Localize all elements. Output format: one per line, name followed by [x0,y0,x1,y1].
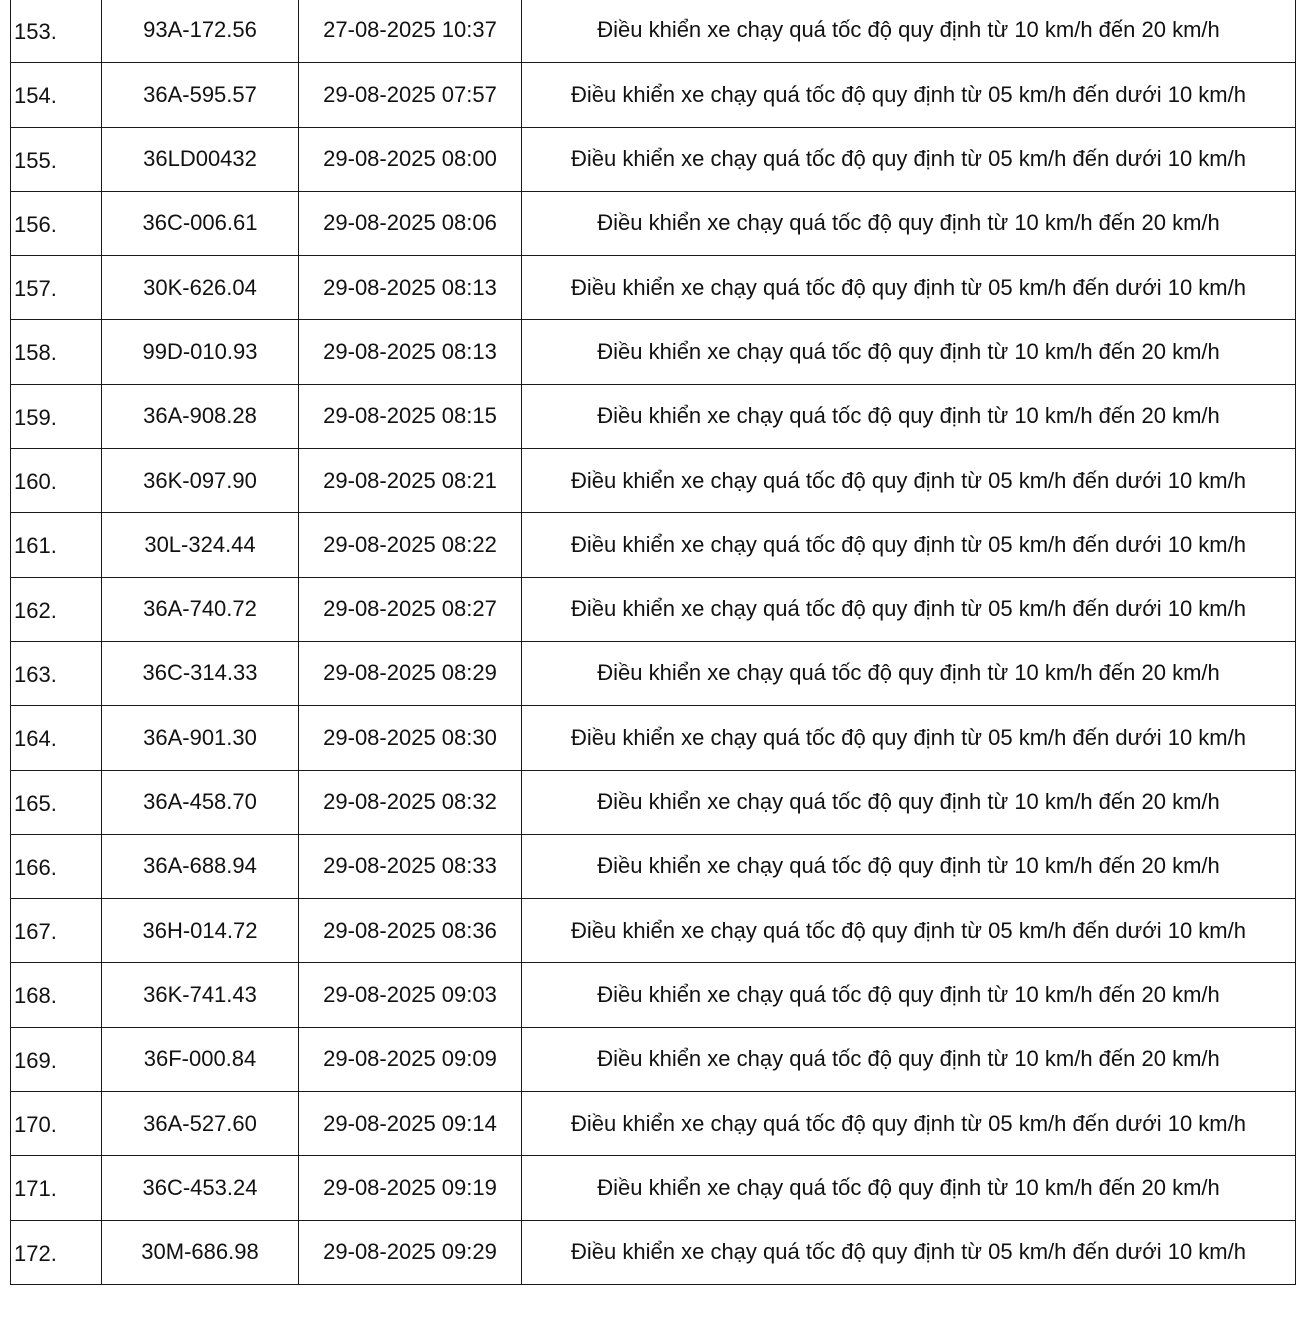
table-row [11,1156,1296,1220]
table-row [11,384,1296,448]
table-row [11,899,1296,963]
license-plate: 36A-688.94 [102,834,299,898]
license-plate: 93A-172.56 [102,0,299,63]
violation-description: Điều khiển xe chạy quá tốc độ quy định từ 10 km/h đến 20 km/h [522,770,1296,834]
row-number: 162. [11,577,102,641]
violation-description: Điều khiển xe chạy quá tốc độ quy định từ 05 km/h đến dưới 10 km/h [522,706,1296,770]
license-plate: 36C-314.33 [102,641,299,705]
violation-time: 29-08-2025 08:32 [299,770,522,834]
violation-description: Điều khiển xe chạy quá tốc độ quy định từ 05 km/h đến dưới 10 km/h [522,1092,1296,1156]
row-number: 156. [11,191,102,255]
license-plate: 30M-686.98 [102,1220,299,1284]
violation-description: Điều khiển xe chạy quá tốc độ quy định từ 05 km/h đến dưới 10 km/h [522,449,1296,513]
row-number: 170. [11,1092,102,1156]
violation-description: Điều khiển xe chạy quá tốc độ quy định từ 05 km/h đến dưới 10 km/h [522,127,1296,191]
license-plate: 36A-740.72 [102,577,299,641]
violations-table [10,0,1296,1285]
license-plate: 30K-626.04 [102,256,299,320]
table-row [11,963,1296,1027]
row-number: 153. [11,0,102,63]
table-row [11,770,1296,834]
violations-table-body [11,0,1296,1284]
license-plate: 36K-741.43 [102,963,299,1027]
violation-time: 29-08-2025 08:13 [299,320,522,384]
violation-time: 29-08-2025 09:14 [299,1092,522,1156]
row-number: 154. [11,63,102,127]
license-plate: 36C-453.24 [102,1156,299,1220]
license-plate: 36A-901.30 [102,706,299,770]
violation-time: 29-08-2025 08:27 [299,577,522,641]
violation-description: Điều khiển xe chạy quá tốc độ quy định từ 05 km/h đến dưới 10 km/h [522,63,1296,127]
violation-description: Điều khiển xe chạy quá tốc độ quy định từ 10 km/h đến 20 km/h [522,1027,1296,1091]
table-row [11,577,1296,641]
violation-description: Điều khiển xe chạy quá tốc độ quy định từ 10 km/h đến 20 km/h [522,0,1296,63]
violation-time: 29-08-2025 09:09 [299,1027,522,1091]
violation-description: Điều khiển xe chạy quá tốc độ quy định từ 10 km/h đến 20 km/h [522,834,1296,898]
table-row [11,191,1296,255]
row-number: 155. [11,127,102,191]
license-plate: 99D-010.93 [102,320,299,384]
violation-description: Điều khiển xe chạy quá tốc độ quy định từ 10 km/h đến 20 km/h [522,963,1296,1027]
table-row [11,63,1296,127]
table-row [11,1027,1296,1091]
violation-time: 29-08-2025 08:22 [299,513,522,577]
row-number: 168. [11,963,102,1027]
row-number: 165. [11,770,102,834]
table-row [11,641,1296,705]
violation-time: 29-08-2025 08:06 [299,191,522,255]
table-row [11,1092,1296,1156]
violation-time: 29-08-2025 08:13 [299,256,522,320]
row-number: 159. [11,384,102,448]
violation-description: Điều khiển xe chạy quá tốc độ quy định từ 10 km/h đến 20 km/h [522,641,1296,705]
violation-time: 29-08-2025 09:19 [299,1156,522,1220]
license-plate: 36A-908.28 [102,384,299,448]
row-number: 161. [11,513,102,577]
violation-description: Điều khiển xe chạy quá tốc độ quy định từ 05 km/h đến dưới 10 km/h [522,577,1296,641]
row-number: 169. [11,1027,102,1091]
violation-description: Điều khiển xe chạy quá tốc độ quy định từ 10 km/h đến 20 km/h [522,384,1296,448]
violation-time: 29-08-2025 07:57 [299,63,522,127]
license-plate: 36A-595.57 [102,63,299,127]
table-row [11,834,1296,898]
row-number: 157. [11,256,102,320]
violation-description: Điều khiển xe chạy quá tốc độ quy định từ 05 km/h đến dưới 10 km/h [522,1220,1296,1284]
license-plate: 36H-014.72 [102,899,299,963]
table-row [11,1220,1296,1284]
license-plate: 36K-097.90 [102,449,299,513]
table-row [11,449,1296,513]
row-number: 166. [11,834,102,898]
violation-time: 29-08-2025 08:29 [299,641,522,705]
license-plate: 36LD00432 [102,127,299,191]
violation-time: 29-08-2025 08:15 [299,384,522,448]
violation-time: 29-08-2025 09:03 [299,963,522,1027]
license-plate: 36F-000.84 [102,1027,299,1091]
violation-description: Điều khiển xe chạy quá tốc độ quy định từ 05 km/h đến dưới 10 km/h [522,513,1296,577]
license-plate: 36C-006.61 [102,191,299,255]
row-number: 160. [11,449,102,513]
row-number: 167. [11,899,102,963]
violation-description: Điều khiển xe chạy quá tốc độ quy định từ 05 km/h đến dưới 10 km/h [522,899,1296,963]
license-plate: 30L-324.44 [102,513,299,577]
row-number: 164. [11,706,102,770]
violation-description: Điều khiển xe chạy quá tốc độ quy định từ 10 km/h đến 20 km/h [522,191,1296,255]
violation-description: Điều khiển xe chạy quá tốc độ quy định từ 10 km/h đến 20 km/h [522,320,1296,384]
violation-description: Điều khiển xe chạy quá tốc độ quy định từ 10 km/h đến 20 km/h [522,1156,1296,1220]
license-plate: 36A-527.60 [102,1092,299,1156]
table-row [11,256,1296,320]
row-number: 172. [11,1220,102,1284]
violation-time: 29-08-2025 08:36 [299,899,522,963]
table-row [11,513,1296,577]
violation-time: 29-08-2025 08:30 [299,706,522,770]
row-number: 171. [11,1156,102,1220]
row-number: 163. [11,641,102,705]
row-number: 158. [11,320,102,384]
violation-time: 29-08-2025 08:33 [299,834,522,898]
violation-time: 27-08-2025 10:37 [299,0,522,63]
table-row [11,0,1296,63]
violation-time: 29-08-2025 08:00 [299,127,522,191]
table-row [11,127,1296,191]
license-plate: 36A-458.70 [102,770,299,834]
table-row [11,706,1296,770]
table-row [11,320,1296,384]
violation-time: 29-08-2025 08:21 [299,449,522,513]
violation-time: 29-08-2025 09:29 [299,1220,522,1284]
violation-description: Điều khiển xe chạy quá tốc độ quy định từ 05 km/h đến dưới 10 km/h [522,256,1296,320]
